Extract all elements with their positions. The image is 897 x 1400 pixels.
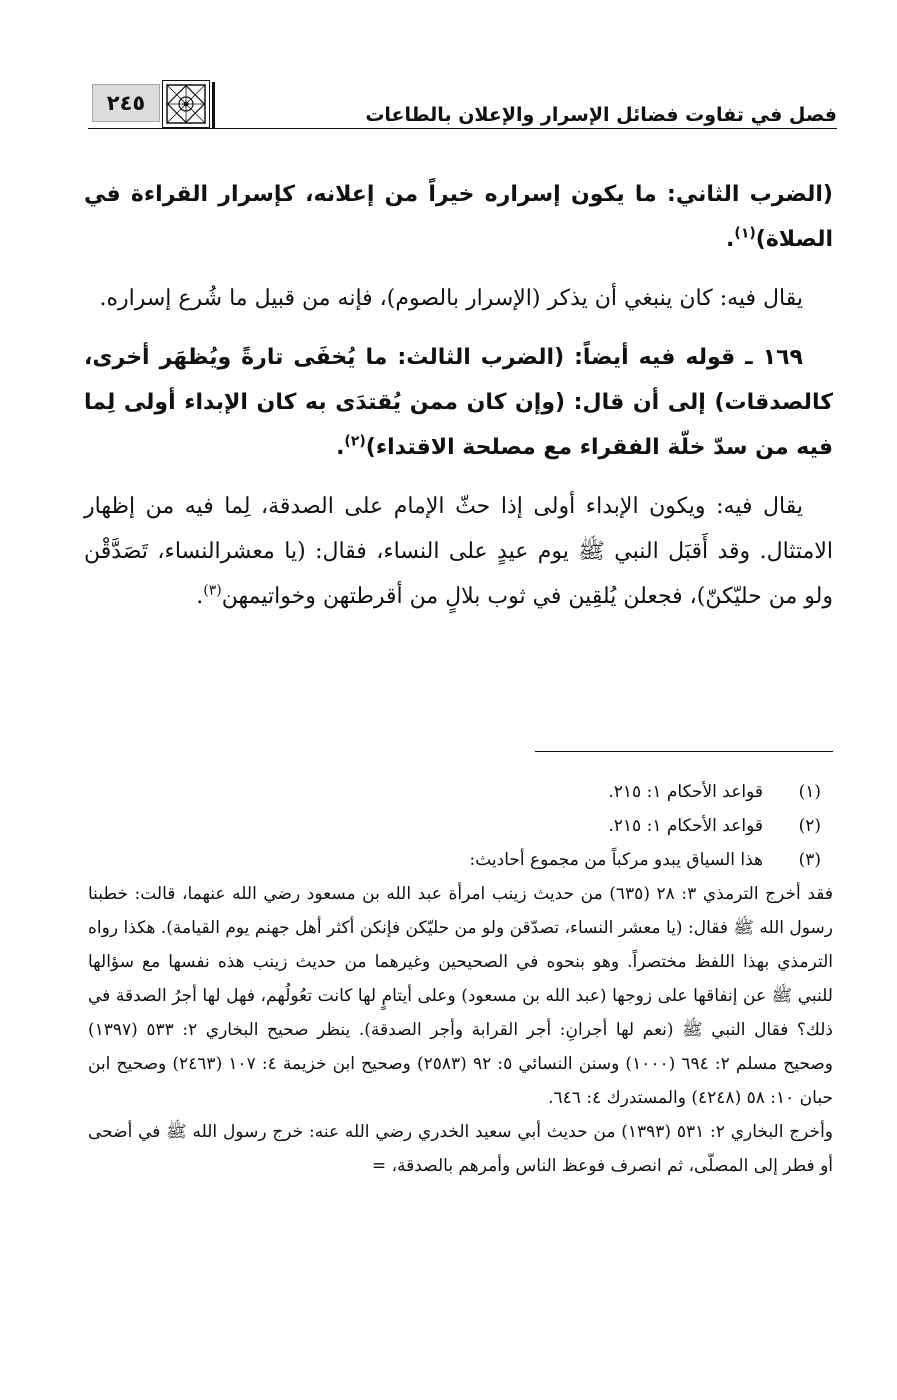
paragraph-text: ١٦٩ ـ قوله فيه أيضاً: (الضرب الثالث: ما يُخفَى تارةً ويُظهَر أخرى، كالصدقات) إلى أن قال: (وإن كان ممن يُقتدَى به كان الإبداء أولى لِما فيه من سدّ خلّة الفقراء مع مصلحة الاقتداء) (84, 345, 833, 460)
footnote-text: قواعد الأحكام ١: ٢١٥. (608, 782, 763, 802)
page-number: ٢٤٥ (92, 84, 160, 122)
paragraph-text: (الضرب الثاني: ما يكون إسراره خيراً من إعلانه، كإسرار القراءة في الصلاة) (84, 182, 833, 252)
running-title: فصل في تفاوت فضائل الإسرار والإعلان بالطاعات (365, 104, 837, 126)
paragraph-end: . (726, 227, 735, 252)
paragraph-end: . (336, 435, 345, 460)
paragraph-text: يقال فيه: ويكون الإبداء أولى إذا حثّ الإمام على الصدقة، لِما فيه من إظهار الامتثال. وقد أَقبَل النبي ﷺ يوم عيدٍ على النساء، فقال: (يا معشرالنساء، تَصَدَّقْن ولو من حليّكنّ)، فجعلن يُلقِين في ثوب بلالٍ من أقرطتهن وخواتيمهن (84, 494, 833, 609)
footnote-ref: (٣) (203, 582, 222, 599)
footnote-ref: (١) (734, 225, 756, 242)
header-divider (212, 82, 215, 128)
page-header (88, 76, 837, 130)
footnotes (88, 775, 833, 1183)
footnote-number: (١) (798, 782, 821, 802)
paragraph-quote-second (84, 172, 833, 262)
paragraph-comment-fasting: يقال فيه: كان ينبغي أن يذكر (الإسرار بالصوم)، فإنه من قبيل ما شُرع إسراره. (99, 286, 803, 311)
footnote-2 (88, 809, 833, 843)
main-text (84, 172, 833, 633)
header-rule (88, 128, 837, 129)
footnote-separator (535, 751, 833, 752)
footnote-3-paragraph: فقد أخرج الترمذي ٣: ٢٨ (٦٣٥) من حديث زينب امرأة عبد الله بن مسعود رضي الله عنهما، قالت: خطبنا رسول الله ﷺ فقال: (يا معشر النساء، تصدّقن ولو من حليّكن فإنكن أكثر أهل جهنم يوم القيامة). هكذا رواه الترمذي بهذا اللفظ مختصراً. وهو بنحوه في الصحيحين وغيرهما من حديث زينب هذه نفسها مع سؤالها للنبي ﷺ عن إنفاقها على زوجها (عبد الله بن مسعود) وعلى أيتامٍ لها كانت تعُولُهم، فهل لها أجرُ الصدقة في ذلك؟ فقال النبي ﷺ (نعم لها أجرانِ: أجر القرابة وأجر الصدقة). ينظر صحيح البخاري ٢: ٥٣٣ (١٣٩٧) وصحيح مسلم ٢: ٦٩٤ (١٠٠٠) وسنن النسائي ٥: ٩٢ (٢٥٨٣) وصحيح ابن خزيمة ٤: ١٠٧ (٢٤٦٣) وصحيح ابن حبان ١٠: ٥٨ (٤٢٤٨) والمستدرك ٤: ٦٤٦. (88, 884, 834, 1108)
footnote-text: قواعد الأحكام ١: ٢١٥. (608, 816, 763, 836)
footnote-number: (٣) (798, 850, 821, 870)
footnote-ref: (٢) (344, 433, 366, 450)
footnote-text: هذا السياق يبدو مركباً من مجموع أحاديث: (469, 850, 763, 870)
ornament-icon (162, 80, 210, 128)
paragraph-end: . (196, 584, 204, 609)
paragraph-comment-charity (84, 484, 833, 619)
footnote-3 (88, 843, 833, 877)
footnote-1 (88, 775, 833, 809)
footnote-3-paragraph: وأخرج البخاري ٢: ٥٣١ (١٣٩٣) من حديث أبي سعيد الخدري رضي الله عنه: خرج رسول الله ﷺ في أضحى أو فطر إلى المصلّى، ثم انصرف فوعظ الناس وأمرهم بالصدقة، = (88, 1122, 834, 1176)
paragraph-169 (84, 335, 833, 470)
footnote-number: (٢) (798, 816, 821, 836)
